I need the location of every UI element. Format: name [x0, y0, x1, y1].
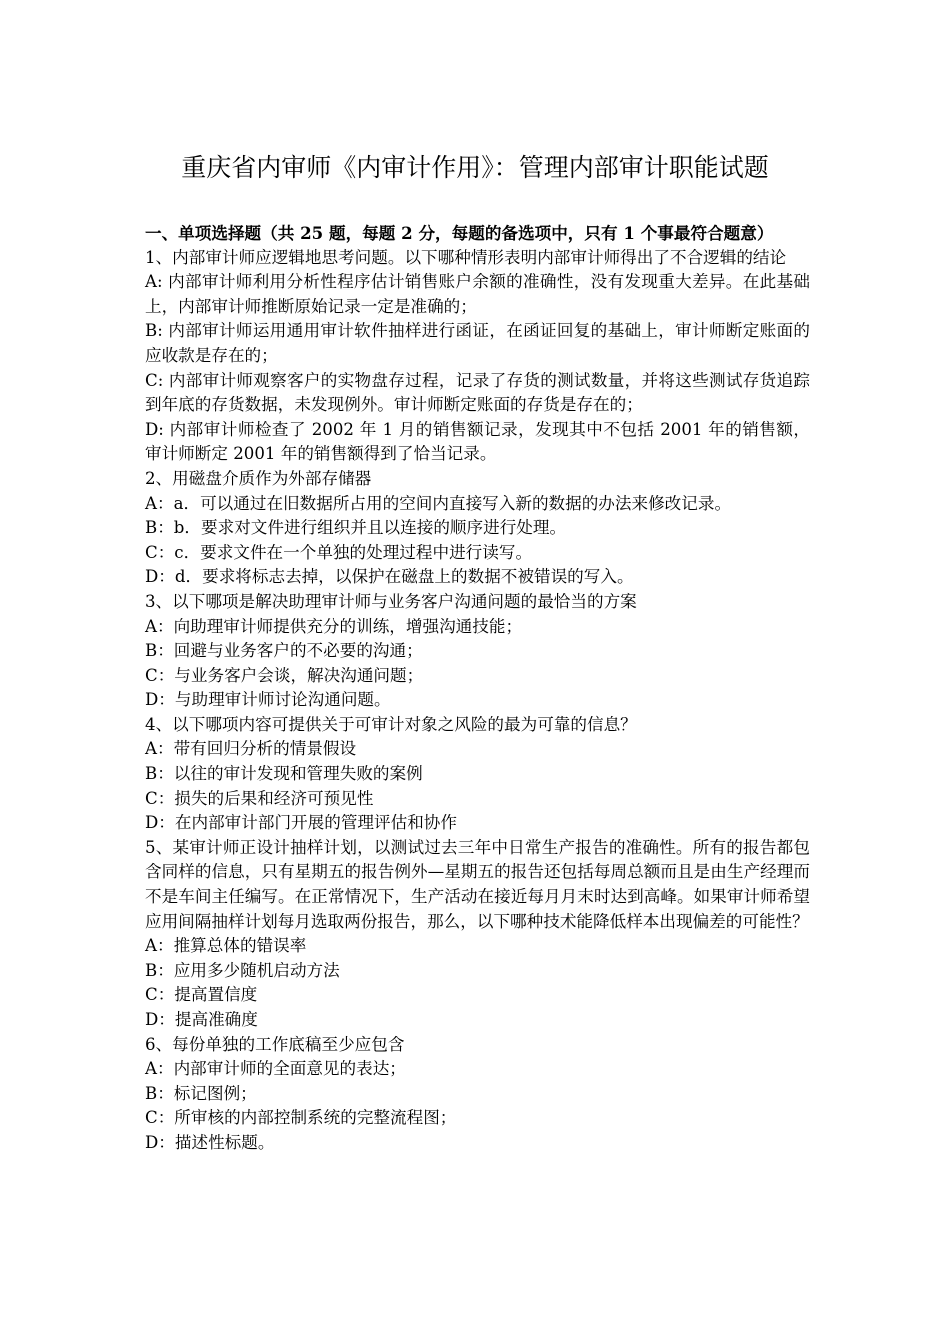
option-d: D：描述性标题。	[145, 1132, 275, 1152]
question-stem: 2、用磁盘介质作为外部存储器	[145, 468, 372, 488]
option-c: C：所审核的内部控制系统的完整流程图；	[145, 1108, 457, 1128]
question-stem: 3、以下哪项是解决助理审计师与业务客户沟通问题的最恰当的方案	[145, 591, 637, 611]
question-stem: 5、某审计师正设计抽样计划，以测试过去三年中日常生产报告的准确性。所有的报告都包含同样的信息，只有星期五的报告例外—星期五的报告还包括每周总额而且是由生产经理而不是车间主任编写。在正常情况下，生产活动在接近每月月末时达到高峰。如果审计师希望应用间隔抽样计划每月选取两份报告，那么，以下哪种技术能降低样本出现偏差的可能性？	[145, 837, 810, 931]
question-stem: 4、以下哪项内容可提供关于可审计对象之风险的最为可靠的信息？	[145, 714, 637, 734]
option-d: D：在内部审计部门开展的管理评估和协作	[145, 813, 457, 833]
option-a: A：a．可以通过在旧数据所占用的空间内直接写入新的数据的办法来修改记录。	[145, 493, 732, 513]
option-b: B：标记图例；	[145, 1083, 257, 1103]
option-a: A：推算总体的错误率	[145, 936, 307, 956]
option-c: C：损失的后果和经济可预见性	[145, 788, 374, 808]
option-c: C：提高置信度	[145, 985, 258, 1005]
question-1	[145, 246, 810, 467]
option-a: A: 内部审计师利用分析性程序估计销售账户余额的准确性，没有发现重大差异。在此基础上，内部审计师推断原始记录一定是准确的；	[145, 272, 810, 316]
option-c: C：与业务客户会谈，解决沟通问题；	[145, 665, 424, 685]
option-b: B：b．要求对文件进行组织并且以连接的顺序进行处理。	[145, 518, 567, 538]
option-d: D: 内部审计师检查了 2002 年 1 月的销售额记录，发现其中不包括 2001 年的销售额，审计师断定 2001 年的销售额得到了恰当记录。	[145, 419, 810, 464]
document-title: 重庆省内审师《内审计作用》：管理内部审计职能试题	[181, 153, 769, 182]
question-stem: 6、每份单独的工作底稿至少应包含	[145, 1034, 405, 1054]
option-d: D：与助理审计师讨论沟通问题。	[145, 690, 391, 710]
question-5	[145, 836, 810, 1033]
option-b: B：回避与业务客户的不必要的沟通；	[145, 641, 423, 661]
question-4	[145, 713, 810, 836]
option-d: D：提高准确度	[145, 1010, 258, 1029]
section-heading: 一、单项选择题（共 25 题，每题 2 分，每题的备选项中，只有 1 个事最符合题意）	[145, 223, 774, 243]
question-2	[145, 467, 810, 590]
option-d: D：d．要求将标志去掉，以保护在磁盘上的数据不被错误的写入。	[145, 567, 634, 587]
option-b: B: 内部审计师运用通用审计软件抽样进行函证，在函证回复的基础上，审计师断定账面的应收款是存在的；	[145, 321, 810, 365]
document-body	[145, 221, 810, 1156]
option-b: B：应用多少随机启动方法	[145, 960, 340, 980]
option-c: C：c．要求文件在一个单独的处理过程中进行读写。	[145, 542, 533, 562]
option-a: A：向助理审计师提供充分的训练，增强沟通技能；	[145, 616, 523, 636]
option-c: C: 内部审计师观察客户的实物盘存过程，记录了存货的测试数量，并将这些测试存货追踪到年底的存货数据，未发现例外。审计师断定账面的存货是存在的；	[145, 370, 810, 415]
option-b: B：以往的审计发现和管理失败的案例	[145, 764, 423, 784]
question-3	[145, 590, 810, 713]
option-a: A：内部审计师的全面意见的表达；	[145, 1059, 406, 1079]
question-stem: 1、内部审计师应逻辑地思考问题。以下哪种情形表明内部审计师得出了不合逻辑的结论	[145, 247, 787, 267]
option-a: A：带有回归分析的情景假设	[145, 739, 357, 759]
question-6	[145, 1033, 810, 1156]
